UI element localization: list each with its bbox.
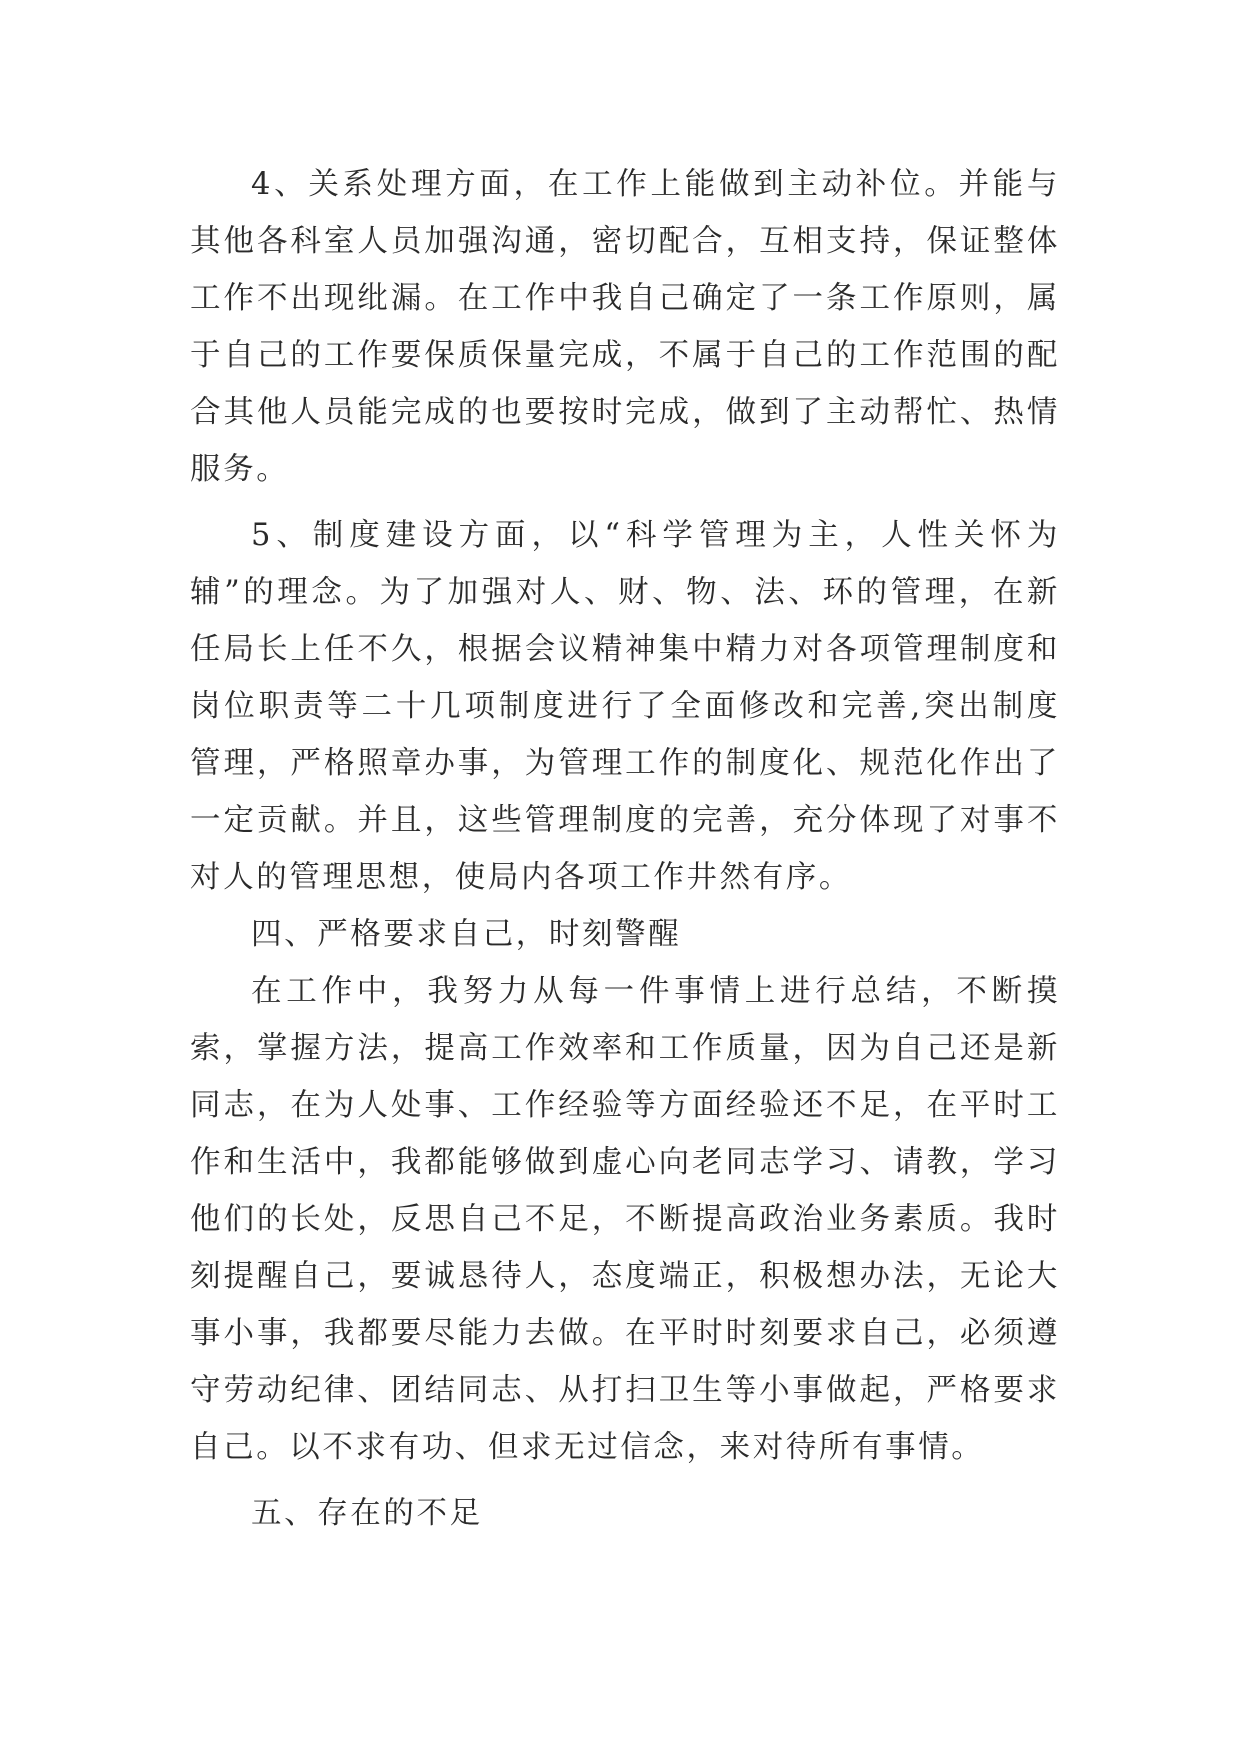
- paragraph-self-discipline: 在工作中，我努力从每一件事情上进行总结，不断摸索，掌握方法，提高工作效率和工作质量，因为自己还是新同志，在为人处事、工作经验等方面经验还不足，在平时工作和生活中，我都能够做到虚心向老同志学习、请教，学习他们的长处，反思自己不足，不断提高政治业务素质。我时刻提醒自己，要诚恳待人，态度端正，积极想办法，无论大事小事，我都要尽能力去做。在平时时刻要求自己，必须遵守劳动纪律、团结同志、从打扫卫生等小事做起，严格要求自己。以不求有功、但求无过信念，来对待所有事情。: [190, 974, 1060, 1465]
- paragraph-system-building: 5、制度建设方面，以“科学管理为主，人性关怀为辅”的理念。为了加强对人、财、物、法、环的管理，在新任局长上任不久，根据会议精神集中精力对各项管理制度和岗位职责等二十几项制度进行了全面修改和完善,突出制度管理，严格照章办事，为管理工作的制度化、规范化作出了一定贡献。并且，这些管理制度的完善，充分体现了对事不对人的管理思想，使局内各项工作井然有序。: [190, 518, 1060, 895]
- section-heading-shortcomings: 五、存在的不足: [251, 1496, 483, 1531]
- paragraph-relationship-handling: 4、关系处理方面，在工作上能做到主动补位。并能与其他各科室人员加强沟通，密切配合，互相支持，保证整体工作不出现纰漏。在工作中我自己确定了一条工作原则，属于自己的工作要保质保量完成，不属于自己的工作范围的配合其他人员能完成的也要按时完成，做到了主动帮忙、热情服务。: [190, 167, 1060, 487]
- section-heading-self-discipline: 四、严格要求自己，时刻警醒: [251, 917, 682, 952]
- document-body: [190, 156, 1060, 1542]
